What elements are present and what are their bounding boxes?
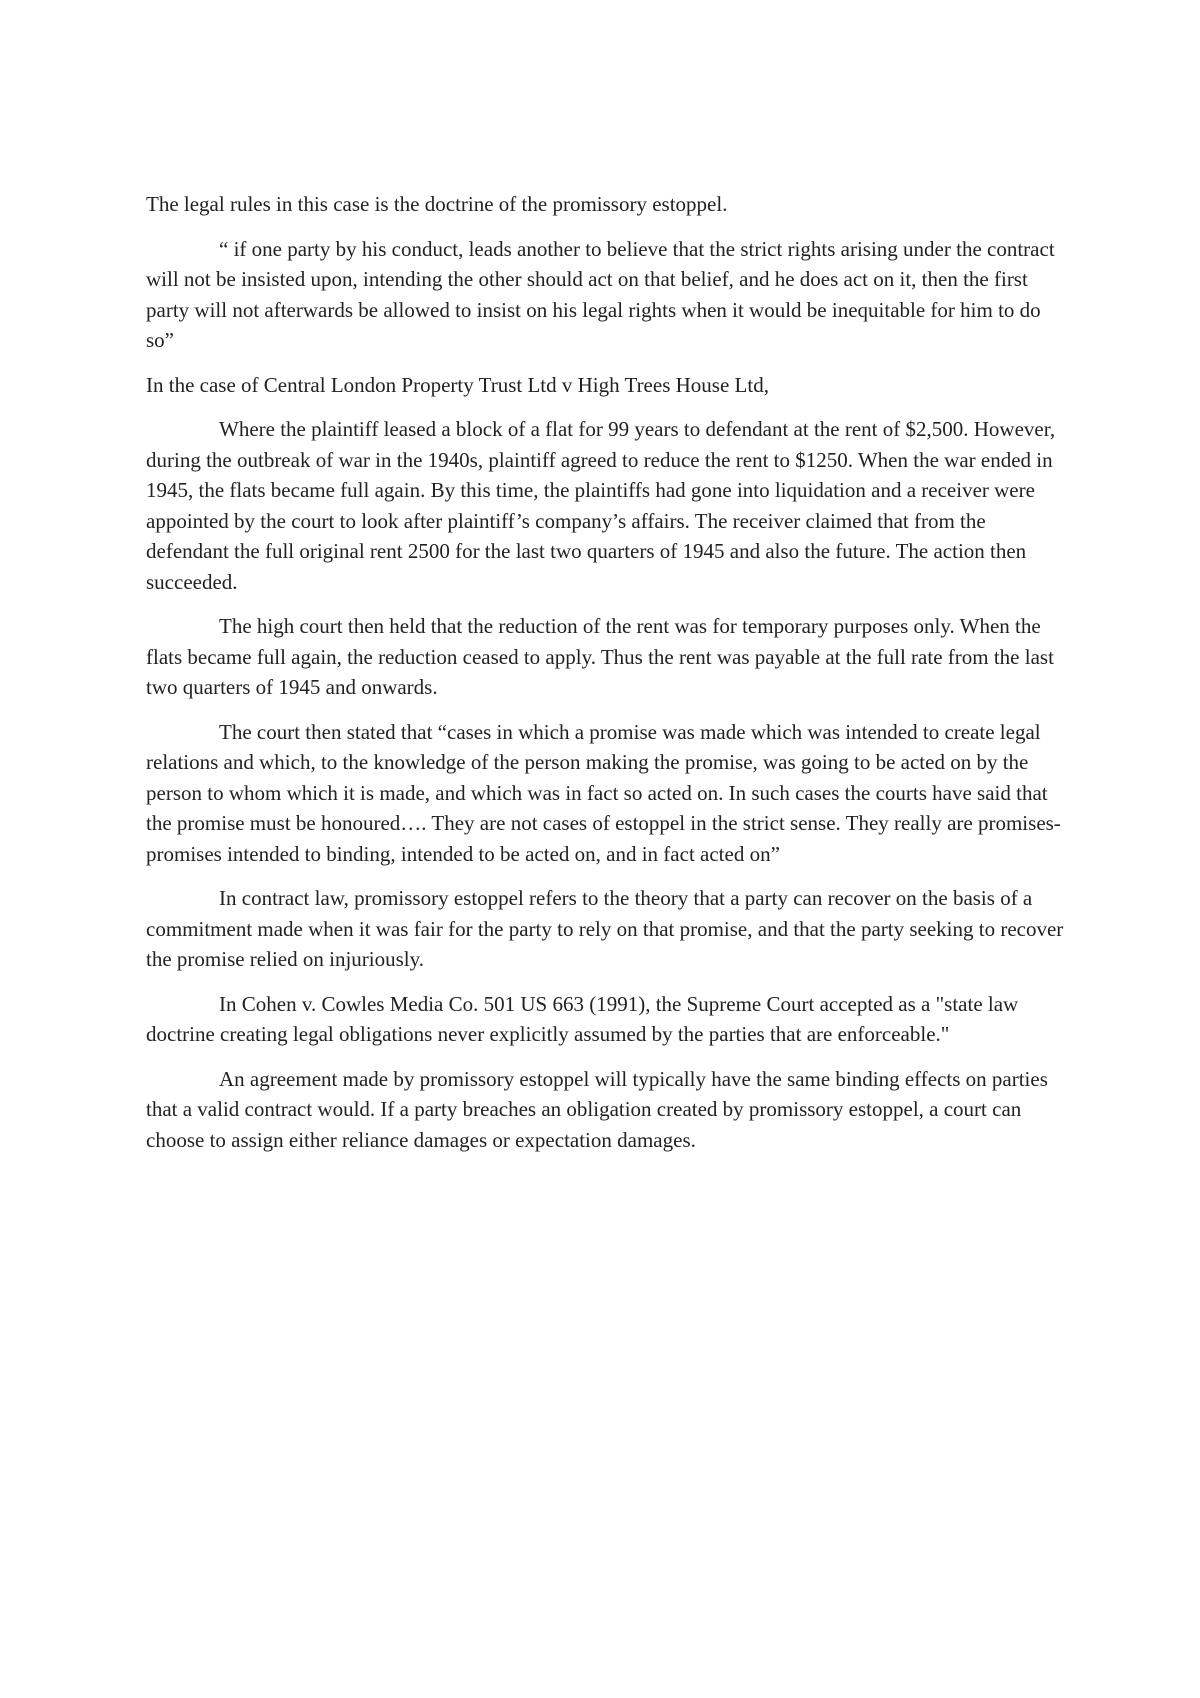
paragraph-high-court-held: The high court then held that the reduction of the rent was for temporary purposes only. When the flats became full again, the reduction ceased to apply. Thus the rent was payable at the full rate from the last two quarters of 1945 and onwards. <box>146 614 1054 699</box>
paragraph-cohen-case: In Cohen v. Cowles Media Co. 501 US 663 (1991), the Supreme Court accepted as a "state law doctrine creating legal obligations never explicitly assumed by the parties that are enforceable." <box>146 991 1019 1046</box>
paragraph-doctrine-quote: “ if one party by his conduct, leads another to believe that the strict rights arising under the contract will not be insisted upon, intending the other should act on that belief, and he does act on it, then the first party will not afterwards be allowed to insist on his legal rights when it would be inequitable for him to do so” <box>146 236 1055 352</box>
paragraph-case-facts: Where the plaintiff leased a block of a flat for 99 years to defendant at the rent of $2,500. However, during the outbreak of war in the 1940s, plaintiff agreed to reduce the rent to $1250. When the war ended in 1945, the flats became full again. By this time, the plaintiffs had gone into liquidation and a receiver were appointed by the court to look after plaintiff’s company’s affairs. The receiver claimed that from the defendant the full original rent 2500 for the last two quarters of 1945 and also the future. The action then succeeded. <box>146 417 1056 594</box>
paragraph-agreement-effects: An agreement made by promissory estoppel will typically have the same binding effects on parties that a valid contract would. If a party breaches an obligation created by promissory estoppel, a court can choose to assign either reliance damages or expectation damages. <box>146 1066 1048 1152</box>
paragraph-case-title: In the case of Central London Property Trust Ltd v High Trees House Ltd, <box>146 372 769 397</box>
paragraph-court-stated: The court then stated that “cases in which a promise was made which was intended to create legal relations and which, to the knowledge of the person making the promise, was going to be acted on by the person to whom which it is made, and which was in fact so acted on. In such cases the courts have said that the promise must be honoured…. They are not cases of estoppel in the strict sense. They really are promises- promises intended to binding, intended to be acted on, and in fact acted on” <box>146 719 1061 866</box>
paragraph-legal-rules: The legal rules in this case is the doctrine of the promissory estoppel. <box>146 192 728 216</box>
paragraph-contract-law: In contract law, promissory estoppel refers to the theory that a party can recover on the basis of a commitment made when it was fair for the party to rely on that promise, and that the party seeking to recover the promise relied on injuriously. <box>146 886 1064 971</box>
document-body <box>146 189 1066 1169</box>
